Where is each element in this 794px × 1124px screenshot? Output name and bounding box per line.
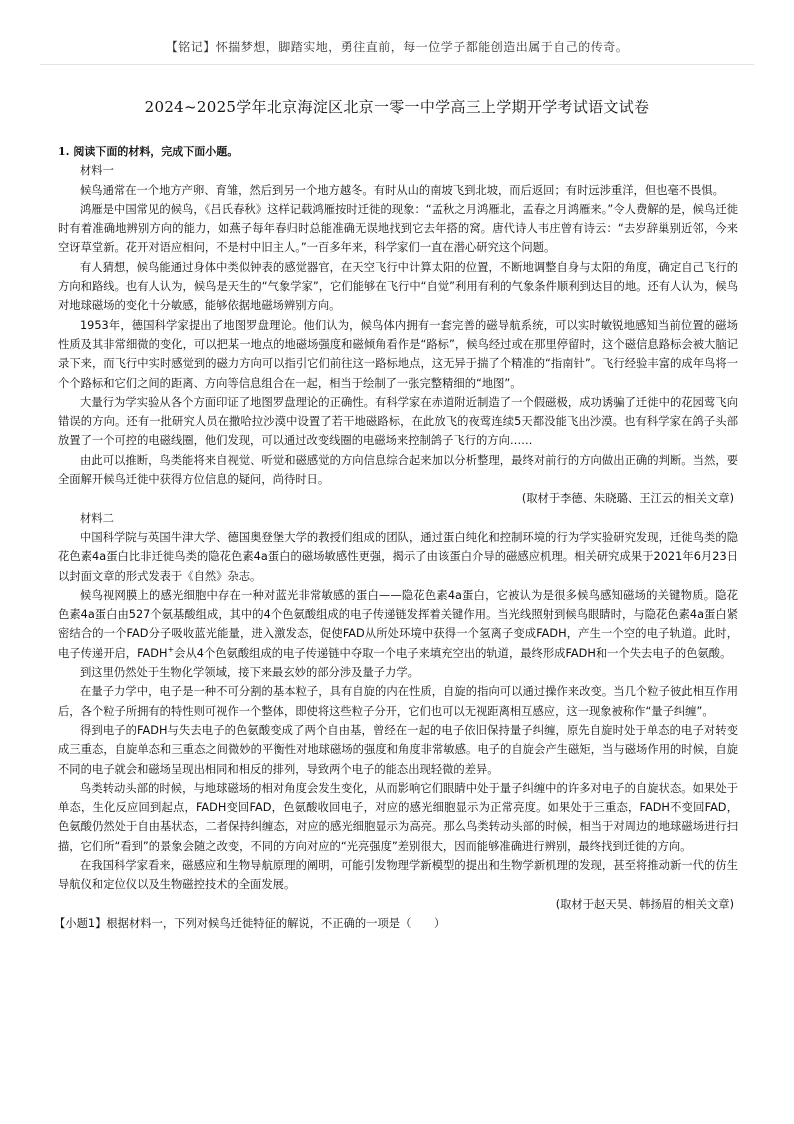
material2-label: 材料二 xyxy=(80,511,114,525)
material1-paragraph: 大量行为学实验从各个方面印证了地图罗盘理论的正确性。有科学家在赤道附近制造了一个假磁极，成功诱骗了迁徙中的花园莺飞向错误的方向。还有一批研究人员在撒哈拉沙漠中设置了若干地磁路标，在此放飞的夜莺连续5天都没能飞出沙漠。也有科学家在鸽子头部放置了一个可控的电磁线圈，他们发现，可以通过改变线圈的电磁场来控制鸽子飞行的方向…… xyxy=(58,395,738,448)
material1-paragraph: 由此可以推断，鸟类能将来自视觉、听觉和磁感觉的方向信息综合起来加以分析整理，最终对前行的方向做出正确的判断。当然，要全面解开候鸟迁徙中获得方位信息的疑问，尚待时日。 xyxy=(58,453,738,487)
material2-paragraph xyxy=(58,586,738,663)
material1-paragraph: 鸿雁是中国常见的候鸟，《吕氏春秋》这样记载鸿雁按时迁徙的现象：“孟秋之月鸿雁北，孟春之月鸿雁来。”令人费解的是，候鸟迁徙时有着准确地辨别方向的能力，如燕子每年春归时总能准确无误地找到它去年搭的窝。唐代诗人韦庄曾有诗云：“去岁辞巢别近邻，今来空讶草堂新。花开对语应相问，不是村中旧主人。”一百多年来，科学家们一直在潜心研究这个问题。 xyxy=(58,202,738,255)
material1-paragraph: 有人猜想，候鸟能通过身体中类似钟表的感觉器官，在天空飞行中计算太阳的位置，不断地调整自身与太阳的角度，确定自己飞行的方向和路线。也有人认为，候鸟是天生的“气象学家”，它们能够在飞行中“自觉”利用有利的气象条件顺利到达目的地。还有人认为，候鸟对地球磁场的变化十分敏感，能够依据地磁场辨别方向。 xyxy=(58,260,738,313)
material1-label: 材料一 xyxy=(80,164,114,178)
header-motto: 【铭记】怀揣梦想，脚踏实地，勇往直前，每一位学子都能创造出属于自己的传奇。 xyxy=(165,40,629,54)
material2-paragraph: 鸟类转动头部的时候，与地球磁场的相对角度会发生变化，从而影响它们眼睛中处于量子纠缠中的许多对电子的自旋状态。如果处于单态，生化反应回到起点，FADH变回FAD，色氨酸收回电子，对应的感光细胞显示为正常亮度。如果处于三重态，FADH不变回FAD，色氨酸仍然处于自由基状态，二者保持纠缠态，对应的感光细胞显示为高亮。那么鸟类转动头部的时候，相当于对周边的地球磁场进行扫描，它们所“看到”的景象会随之改变，不同的方向对应的“光亮强度”差别很大，因而能够准确进行辨别，最终找到迁徙的方向。 xyxy=(58,781,738,853)
subquestion-1: 【小题1】根据材料一，下列对候鸟迁徙特征的解说，不正确的一项是（ ） xyxy=(54,916,446,930)
material2-paragraph: 中国科学院与英国牛津大学、德国奥登堡大学的教授们组成的团队，通过蛋白纯化和控制环境的行为学实验研究发现，迁徙鸟类的隐花色素4a蛋白比非迁徙鸟类的隐花色素4a蛋白的磁场敏感性更强，揭示了由该蛋白介导的磁感应机理。相关研究成果于2021年6月23日以封面文章的形式发表于《自然》杂志。 xyxy=(58,530,738,583)
material2-paragraph: 在我国科学家看来，磁感应和生物导航原理的阐明，可能引发物理学新模型的提出和生物学新机理的发现，甚至将推动新一代的仿生导航仪和定位仪以及生物磁控技术的全面发展。 xyxy=(58,858,738,892)
material2-paragraph: 得到电子的FADH与失去电子的色氨酸变成了两个自由基，曾经在一起的电子依旧保持量子纠缠，原先自旋时处于单态的电子对转变成三重态，自旋单态和三重态之间微妙的平衡性对地球磁场的强度和角度非常敏感。电子的自旋会产生磁矩，当与磁场作用的时候，自旋不同的电子就会和磁场呈现出相同和相反的排列，导致两个电子的能态出现轻微的差异。 xyxy=(58,723,738,776)
material2-text: 候鸟视网膜上的感光细胞中存在一种对蓝光非常敏感的蛋白——隐花色素4a蛋白，它被认为是很多候鸟感知磁场的关键物质。隐花色素4a蛋白由527个氨基酸组成，其中的4个色氨酸组成的电子传递链发挥着关键作用。当光线照射到候鸟眼睛时，与隐花色素4a蛋白紧密结合的一个FAD分子吸收蓝光能量，进入激发态，促使FAD从所处环境中获得一个氢离子变成FADH，产生一个空的电子轨道。此时，电子传递开启，FADH xyxy=(58,588,738,660)
material2-paragraph: 在量子力学中，电子是一种不可分割的基本粒子，具有自旋的内在性质，自旋的指向可以通过操作来改变。当几个粒子彼此相互作用后，各个粒子所拥有的特性则可视作一个整体，即使将这些粒子分开，它们也可以无视距离相互感应，这一现象被称作“量子纠缠”。 xyxy=(58,685,738,718)
material1-paragraph: 候鸟通常在一个地方产卵、育雏，然后到另一个地方越冬。有时从山的南坡飞到北坡，而后返回；有时远涉重洋，但也毫不畏惧。 xyxy=(80,183,724,197)
material2-source: (取材于赵天昊、韩扬眉的相关文章) xyxy=(555,897,734,911)
material2-text: 会从4个色氨酸组成的电子传递链中夺取一个电子来填充空出的轨道，最终形成FADH和一个失去电子的色氨酸。 xyxy=(174,646,732,660)
question-heading: 1. 阅读下面的材料，完成下面小题。 xyxy=(58,145,239,158)
material1-source: (取材于李德、朱晓璐、王江云的相关文章) xyxy=(521,492,734,506)
material1-paragraph: 1953年，德国科学家提出了地图罗盘理论。他们认为，候鸟体内拥有一套完善的磁导航系统，可以实时敏锐地感知当前位置的磁场性质及其非常细微的变化，可以把某一地点的地磁场强度和磁倾角看作是“路标”，候鸟经过或在那里停留时，这个磁信息路标会被大脑记录下来，而飞行中实时感觉到的磁力方向可以指引它们前往这一路标地点，这无异于揣了个精准的“指南针”。飞行经验丰富的成年鸟将一个个路标和它们之间的距离、方向等信息组合在一起，相当于绘制了一张完整精细的“地图”。 xyxy=(58,318,738,390)
superscript-plus: + xyxy=(167,644,175,654)
header-divider xyxy=(40,64,754,65)
document-title: 2024~2025学年北京海淀区北京一零一中学高三上学期开学考试语文试卷 xyxy=(144,98,650,116)
material2-paragraph: 到这里仍然处于生物化学领域，接下来最玄妙的部分涉及量子力学。 xyxy=(80,666,419,680)
question-body xyxy=(54,142,738,933)
